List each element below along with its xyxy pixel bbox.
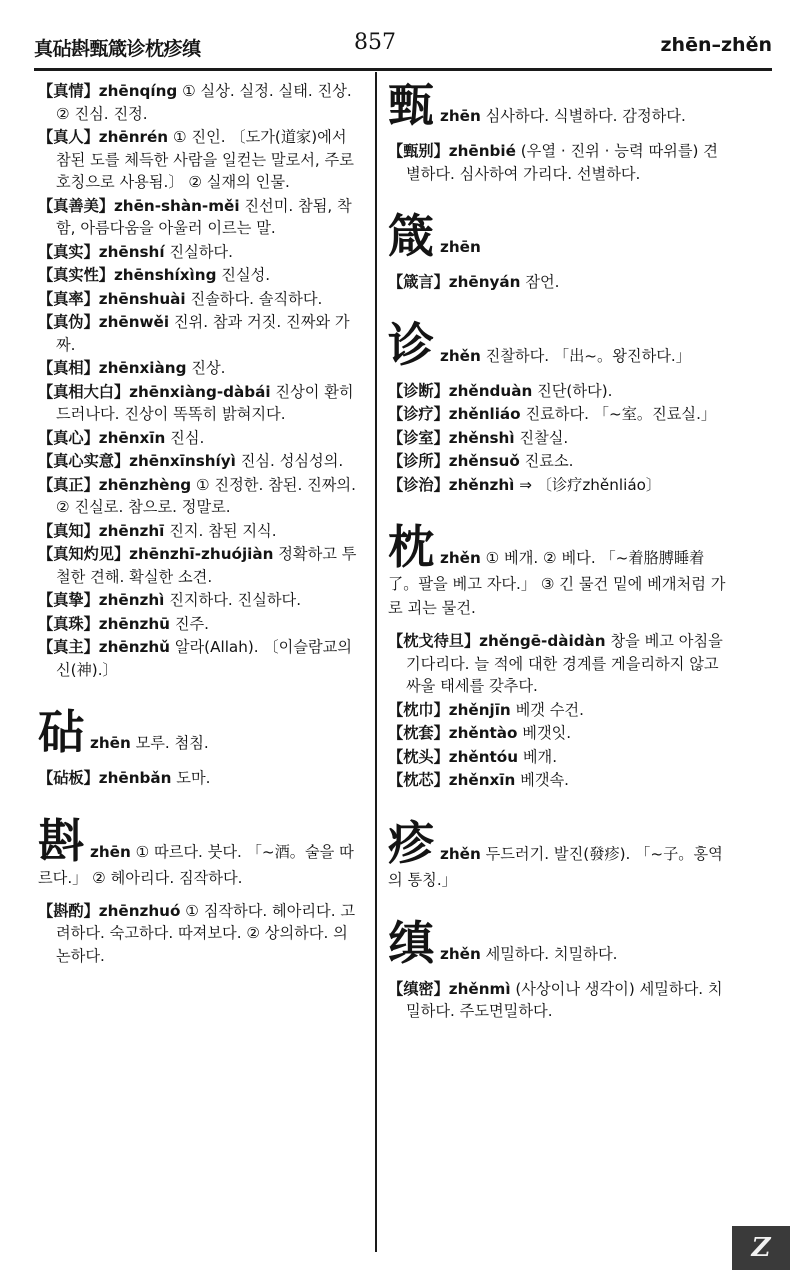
pinyin: zhēnzhì (98, 591, 165, 609)
pinyin: zhēnshí (98, 242, 165, 261)
compound-headword: 【真相大白】 (38, 382, 130, 401)
definition: 진찰하다. 「出~。왕진하다.」 (485, 346, 691, 365)
compound-entry (38, 450, 362, 473)
compound-entry (388, 271, 730, 294)
compound-headword: 【真心实意】 (38, 452, 130, 470)
compound-entry (38, 357, 362, 380)
compound-headword: 【箴言】 (388, 273, 449, 291)
definition: 진실하다. (169, 242, 233, 261)
compound-entry (38, 767, 362, 790)
pinyin: zhēnxiàng-dàbái (129, 382, 271, 401)
definition: 진심. (170, 428, 205, 447)
pinyin: zhěnmì (448, 979, 511, 998)
header-rule (34, 68, 772, 71)
pinyin: zhěnshì (448, 428, 515, 447)
definition: 모루. 첨침. (135, 734, 209, 752)
column-divider (375, 72, 377, 1252)
definition: 진위. 참과 거짓. 진짜와 가짜. (56, 313, 350, 354)
definition: 진지하다. 진실하다. (169, 591, 302, 609)
compound-entry (38, 381, 362, 426)
definition: 진선미. 참됨, 착함, 아름다움을 아울러 이르는 말. (56, 196, 352, 237)
pinyin: zhěnxīn (448, 771, 516, 789)
compound-entry (38, 474, 362, 519)
pinyin: zhěnsuǒ (448, 452, 520, 470)
compound-headword: 【真实性】 (38, 266, 114, 284)
definition: 진실성. (221, 266, 271, 284)
definition: 도마. (176, 769, 211, 787)
compound-entry (38, 900, 362, 968)
compound-headword: 【诊室】 (388, 428, 449, 447)
pinyin: zhēnzhǔ (98, 638, 170, 656)
compound-entry (38, 241, 362, 264)
definition: ① 진인. 〔도가(道家)에서 참된 도를 체득한 사람을 일컫는 말로서, 주로 호칭으로 사용됨.〕 ② 실재의 인물. (56, 128, 354, 191)
definition: 베갯잇. (522, 724, 572, 742)
definition: 베갯 수건. (515, 700, 584, 719)
definition: 진상이 환히 드러나다. 진상이 똑똑히 밝혀지다. (56, 382, 354, 423)
definition: (우열 · 진위 · 능력 따위를) 견별하다. 심사하여 가리다. 선별하다. (406, 142, 718, 183)
pinyin: zhěn (440, 549, 481, 567)
pinyin: zhēnzhī (98, 521, 165, 540)
compound-headword: 【诊疗】 (388, 405, 449, 423)
compound-headword: 【甄别】 (388, 142, 449, 160)
compound-entry (38, 195, 362, 240)
right-column (388, 80, 730, 1024)
compound-entry (388, 746, 730, 769)
compound-entry (38, 613, 362, 636)
compound-entry (38, 288, 362, 311)
definition: 진지. 참된 지식. (169, 521, 277, 540)
left-column (38, 80, 362, 968)
compound-headword: 【枕戈待旦】 (388, 632, 480, 650)
compound-entry (38, 636, 362, 681)
character-entry (388, 915, 730, 970)
headword-character: 诊 (388, 317, 434, 372)
compound-entry (388, 978, 730, 1023)
pinyin: zhēnxīn (98, 428, 166, 447)
pinyin: zhēnshíxìng (113, 266, 217, 284)
compound-entry (388, 403, 730, 426)
definition: 잠언. (525, 273, 560, 291)
compound-headword: 【枕芯】 (388, 771, 449, 789)
pinyin: zhēn (440, 238, 481, 256)
compound-entry (388, 630, 730, 698)
pinyin: zhěnjīn (448, 700, 511, 719)
pinyin: zhěnduàn (448, 381, 533, 400)
character-entry (388, 522, 730, 620)
compound-headword: 【诊所】 (388, 452, 449, 470)
thumb-index-tab: Z (732, 1226, 790, 1270)
compound-entry (388, 474, 730, 497)
compound-headword: 【诊断】 (388, 381, 449, 400)
definition: 심사하다. 식별하다. 감정하다. (485, 107, 686, 125)
compound-headword: 【真挚】 (38, 591, 99, 609)
compound-entry (38, 520, 362, 543)
definition: 베갯속. (520, 771, 570, 789)
compound-headword: 【真相】 (38, 359, 99, 377)
pinyin: zhēnbǎn (98, 769, 172, 787)
character-entry (388, 80, 730, 130)
compound-headword: 【缜密】 (388, 979, 449, 998)
compound-headword: 【枕巾】 (388, 700, 449, 719)
compound-entry (388, 380, 730, 403)
pinyin: zhēnwěi (98, 313, 170, 331)
pinyin: zhēn (90, 734, 131, 752)
compound-headword: 【真心】 (38, 428, 99, 447)
headword-character: 枕 (388, 520, 434, 574)
compound-entry (388, 699, 730, 722)
definition: 두드러기. 발진(發疹). 「~子。홍역의 통칭.」 (388, 844, 723, 889)
pinyin: zhēnyán (448, 273, 521, 291)
compound-entry (38, 264, 362, 287)
definition: 진료하다. 「~室。진료실.」 (525, 405, 717, 423)
compound-entry (38, 543, 362, 588)
pinyin: zhēnbié (448, 142, 516, 160)
character-entry (388, 815, 730, 892)
pinyin: zhēn (440, 107, 481, 125)
compound-entry (38, 80, 362, 125)
compound-headword: 【真正】 (38, 475, 99, 494)
pinyin: zhēnrén (98, 128, 169, 146)
definition: 정확하고 투철한 견해. 확실한 소견. (56, 545, 357, 586)
compound-entry (38, 126, 362, 194)
pinyin: zhěn (440, 346, 481, 365)
definition: ① 진정한. 참된. 진짜의. ② 진실로. 참으로. 정말로. (56, 475, 356, 516)
pinyin: zhēn-shàn-měi (113, 196, 240, 215)
pinyin: zhěngē-dàidàn (479, 632, 606, 650)
pinyin: zhēnqíng (98, 82, 178, 100)
compound-headword: 【真知】 (38, 521, 99, 540)
character-entry (388, 211, 730, 261)
headword-character: 斟 (38, 813, 84, 868)
definition: ① 실상. 실정. 실태. 진상. ② 진심. 진정. (56, 82, 352, 123)
definition: 알라(Allah). 〔이슬람교의 신(神).〕 (56, 638, 352, 679)
header-headword-range: 真砧斟甄箴诊枕疹缜 (34, 38, 201, 60)
compound-headword: 【真珠】 (38, 614, 99, 633)
pinyin: zhēnzhèng (98, 475, 192, 494)
compound-headword: 【枕套】 (388, 724, 449, 742)
pinyin: zhěn (440, 844, 481, 863)
definition: 진상. (191, 359, 226, 377)
pinyin: zhěnzhì (448, 475, 515, 494)
header-pinyin-range: zhēn–zhěn (660, 34, 772, 56)
pinyin: zhěntóu (448, 747, 519, 766)
compound-entry (388, 450, 730, 473)
pinyin: zhēn (90, 842, 131, 861)
definition: 진단(하다). (537, 381, 613, 400)
headword-character: 箴 (388, 209, 434, 263)
compound-headword: 【真实】 (38, 242, 99, 261)
pinyin: zhēnzhuó (98, 901, 181, 920)
pinyin: zhěn (440, 944, 481, 963)
pinyin: zhēnshuài (98, 289, 186, 308)
compound-headword: 【诊治】 (388, 475, 449, 494)
page-header (34, 30, 772, 66)
definition: 진솔하다. 솔직하다. (190, 289, 323, 308)
definition: 진찰실. (519, 428, 569, 447)
pinyin: zhěnliáo (448, 405, 521, 423)
pinyin: zhēnzhī-zhuójiàn (129, 545, 274, 563)
compound-entry (388, 722, 730, 745)
definition: (사상이나 생각이) 세밀하다. 치밀하다. 주도면밀하다. (406, 979, 723, 1020)
compound-headword: 【斟酌】 (38, 901, 99, 920)
definition: 진주. (174, 614, 209, 633)
pinyin: zhēnzhū (98, 614, 170, 633)
compound-entry (388, 140, 730, 185)
definition: ⇒ 〔诊疗zhěnliáo〕 (519, 475, 662, 494)
compound-entry (38, 427, 362, 450)
pinyin: zhěntào (448, 724, 518, 742)
definition: 진료소. (524, 452, 574, 470)
compound-headword: 【真率】 (38, 289, 99, 308)
compound-headword: 【真善美】 (38, 196, 114, 215)
definition: ① 베개. ② 베다. 「~着胳膊睡着了。팔을 베고 자다.」 ③ 긴 물건 밑에 베개처럼 가로 괴는 물건. (388, 549, 726, 617)
compound-headword: 【砧板】 (38, 769, 99, 787)
headword-character: 疹 (388, 815, 434, 870)
headword-character: 砧 (38, 705, 84, 759)
compound-headword: 【真伪】 (38, 313, 99, 331)
definition: ① 따르다. 붓다. 「~酒。술을 따르다.」 ② 헤아리다. 짐작하다. (38, 842, 354, 887)
compound-entry (38, 311, 362, 356)
compound-entry (38, 589, 362, 612)
definition: 진심. 성심성의. (240, 452, 344, 470)
pinyin: zhēnxīnshíyì (129, 452, 236, 470)
page-number: 857 (354, 30, 396, 55)
definition: 창을 베고 아침을 기다리다. 늘 적에 대한 경계를 게을리하지 않고 싸울 태세를 갖추다. (406, 632, 723, 695)
character-entry (38, 707, 362, 757)
character-entry (38, 813, 362, 890)
compound-headword: 【真知灼见】 (38, 545, 130, 563)
compound-entry (388, 427, 730, 450)
compound-headword: 【真主】 (38, 638, 99, 656)
compound-headword: 【真情】 (38, 82, 99, 100)
pinyin: zhēnxiàng (98, 359, 187, 377)
compound-entry (388, 769, 730, 792)
compound-headword: 【枕头】 (388, 747, 449, 766)
headword-character: 甄 (388, 78, 434, 132)
definition: 베개. (522, 747, 558, 766)
headword-character: 缜 (388, 915, 434, 970)
definition: 세밀하다. 치밀하다. (485, 944, 618, 963)
compound-headword: 【真人】 (38, 128, 99, 146)
definition: ① 짐작하다. 헤아리다. 고려하다. 숙고하다. 따져보다. ② 상의하다. 의논하다. (56, 901, 356, 965)
character-entry (388, 317, 730, 372)
